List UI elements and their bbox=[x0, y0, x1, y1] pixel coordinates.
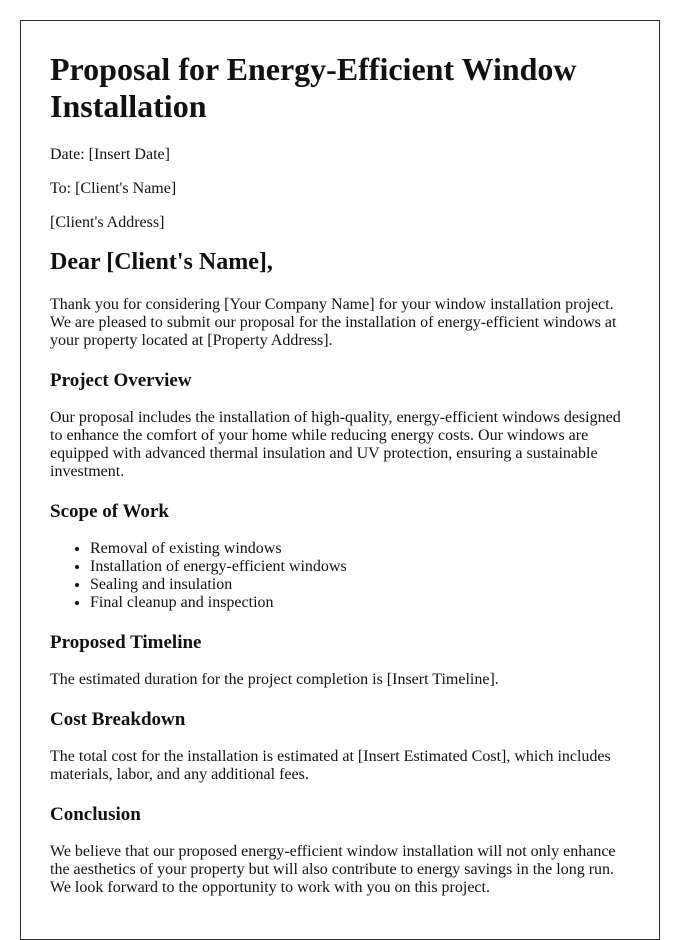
section-heading-cost: Cost Breakdown bbox=[50, 709, 186, 730]
scope-list-item: • Installation of energy-efficient windows bbox=[90, 558, 630, 576]
scope-list bbox=[50, 540, 630, 612]
document-title: Proposal for Energy-Efficient Window Installation bbox=[50, 51, 577, 124]
overview-paragraph: Our proposal includes the installation of high-quality, energy-efficient windows designed to enhance the comfort of your home while reducing energy costs. Our windows are equipped with advanced thermal insulation and UV protection, ensuring a sustainable investment. bbox=[50, 409, 621, 480]
scope-list-item: • Final cleanup and inspection bbox=[90, 594, 630, 612]
address-line: [Client's Address] bbox=[50, 214, 165, 231]
section-heading-overview: Project Overview bbox=[50, 370, 192, 391]
section-heading-conclusion: Conclusion bbox=[50, 804, 141, 825]
scope-list-item: • Sealing and insulation bbox=[90, 576, 630, 594]
document-page bbox=[20, 20, 660, 940]
date-line: Date: [Insert Date] bbox=[50, 146, 170, 163]
intro-paragraph: Thank you for considering [Your Company Name] for your window installation project. We are pleased to submit our proposal for the installation of energy-efficient windows at your property located at [Property Address]. bbox=[50, 296, 617, 349]
section-heading-scope: Scope of Work bbox=[50, 501, 169, 522]
scope-list-item: • Removal of existing windows bbox=[90, 540, 630, 558]
section-heading-timeline: Proposed Timeline bbox=[50, 632, 202, 653]
cost-paragraph: The total cost for the installation is estimated at [Insert Estimated Cost], which includes materials, labor, and any additional fees. bbox=[50, 748, 611, 783]
salutation: Dear [Client's Name], bbox=[50, 249, 273, 275]
conclusion-paragraph: We believe that our proposed energy-efficient window installation will not only enhance the aesthetics of your property but will also contribute to energy savings in the long run. We look forward to the opportunity to work with you on this project. bbox=[50, 843, 616, 896]
recipient-line: To: [Client's Name] bbox=[50, 180, 177, 197]
timeline-paragraph: The estimated duration for the project completion is [Insert Timeline]. bbox=[50, 671, 499, 688]
